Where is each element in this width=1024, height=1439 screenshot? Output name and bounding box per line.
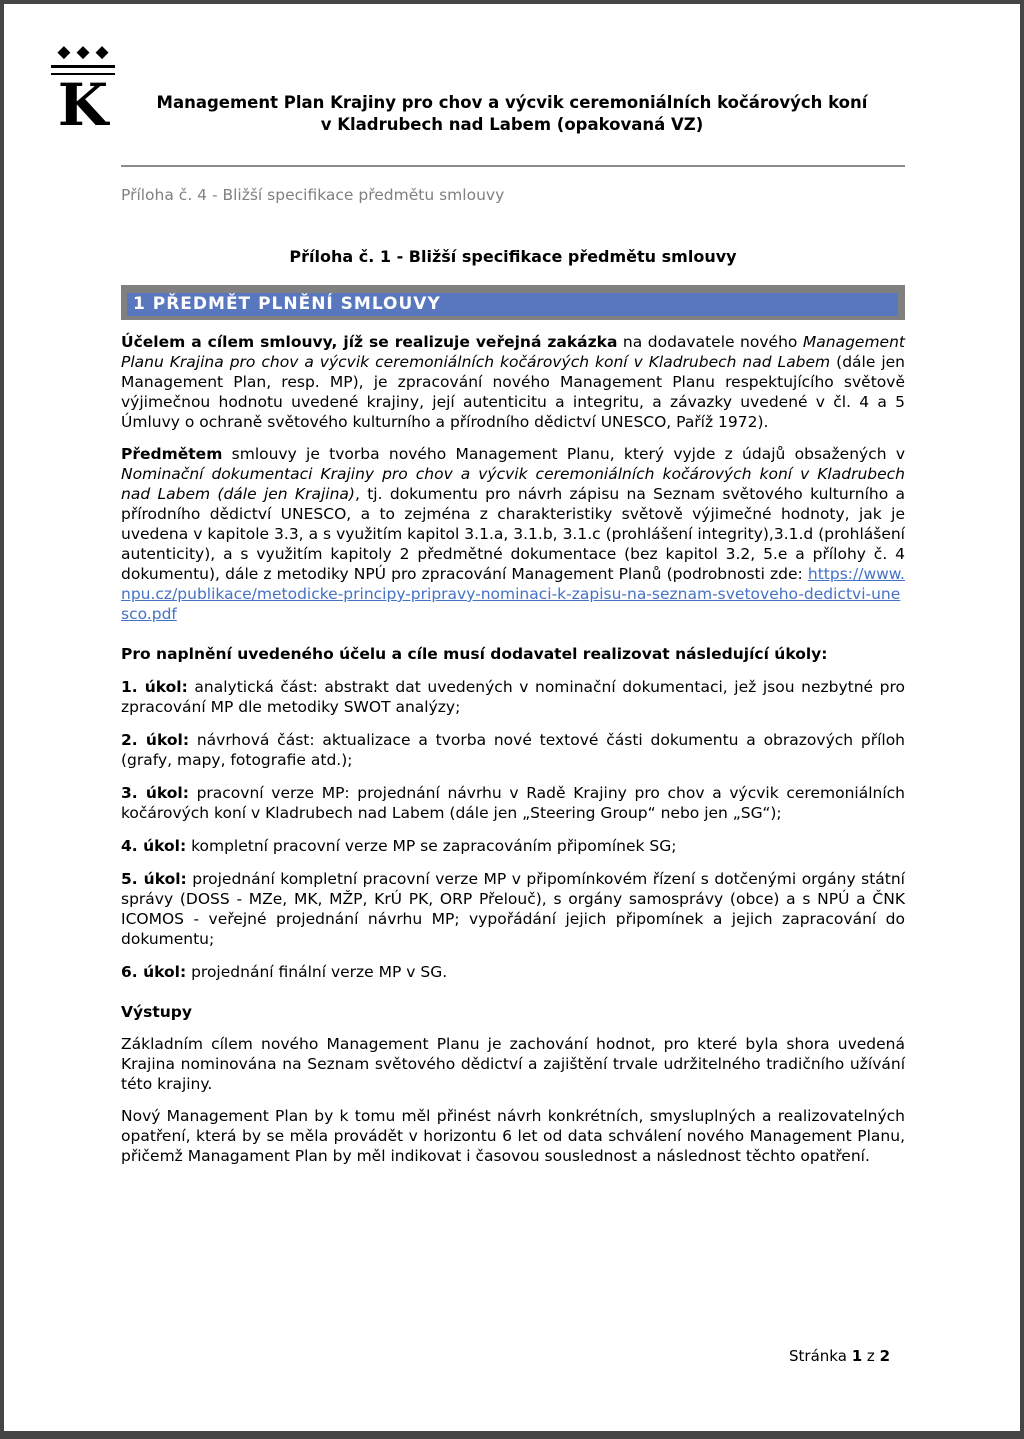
text-run: Nominační dokumentaci Krajiny pro chov a výcvik ceremoniálních kočárových koní v Kladrubech nad Labem (dále jen Krajina) [121, 465, 905, 503]
purpose-paragraph [121, 332, 905, 432]
task-item-2 [121, 730, 905, 770]
text-run: 3. úkol: [121, 784, 189, 802]
page-footer [789, 1347, 890, 1365]
task-item-4 [121, 836, 905, 856]
text-run: (dále jen Management Plan, resp. MP), je zpracování nového Management Planu respektujícího světově výjimečnou hodnotu uvedené krajiny, její autenticitu a integritu, a závazky uvedené v čl. 4 a 5 Úmluvy o ochraně světového kulturního a přírodního dědictví UNESCO, Paříž 1972). [121, 353, 906, 431]
task-item-5 [121, 869, 905, 949]
task-item-6 [121, 962, 905, 982]
text-run: 5. úkol: [121, 870, 187, 888]
attachment-heading: Příloha č. 1 - Bližší specifikace předmětu smlouvy [289, 247, 737, 266]
outputs-heading: Výstupy [121, 1003, 192, 1021]
header-divider [121, 165, 905, 167]
footer-page-number: 1 [851, 1347, 863, 1365]
text-run: kompletní pracovní verze MP se zapracováním připomínek SG; [186, 837, 677, 855]
logo-k-letter: K [57, 71, 109, 139]
kladruby-logo [50, 42, 116, 139]
outputs-paragraph-2: Nový Management Plan by k tomu měl přinést návrh konkrétních, smysluplných a realizovatelných opatření, která by se měla provádět v horizontu 6 let od data schválení nového Management Planu, přičemž Managament Plan by měl indikovat i časovou souslednost a následnost těchto opatření. [121, 1107, 905, 1165]
document-title-line1: Management Plan Krajiny pro chov a výcvik ceremoniálních kočárových koní [156, 93, 868, 112]
task-item-3 [121, 783, 905, 823]
outputs-paragraph-1: Základním cílem nového Management Planu je zachování hodnot, pro které byla shora uvedená Krajina nominována na Seznam světového dědictví a zajištění trvale udržitelného tradičního užívání této krajiny. [121, 1035, 905, 1093]
subject-paragraph [121, 444, 905, 624]
section-header: 1 PŘEDMĚT PLNĚNÍ SMLOUVY [127, 293, 898, 316]
logo-diamonds-icon: ◆◆◆ [57, 42, 115, 62]
text-run: Management Planu Krajina pro chov a výcvik ceremoniálních kočárových koní v Kladrubech nad Labem [121, 333, 905, 371]
document-title-line2: v Kladrubech nad Labem (opakovaná VZ) [320, 115, 704, 134]
text-run: projednání kompletní pracovní verze MP v připomínkovém řízení s dotčenými orgány státní správy (DOSS - MZe, MK, MŽP, KrÚ PK, ORP Přelouč), s orgány samosprávy (obce) a s NPÚ a ČNK ICOMOS - veřejné projednání návrhu MP; vypořádání jejich připomínek a jejich zapracování do dokumentu; [121, 870, 905, 948]
text-run: pracovní verze MP: projednání návrhu v Radě Krajiny pro chov a výcvik ceremoniálních kočárových koní v Kladrubech nad Labem (dále jen „Steering Group“ nebo jen „SG“); [121, 784, 905, 822]
text-run: smlouvy je tvorba nového Management Planu, který vyjde z údajů obsažených v [222, 445, 905, 463]
text-run: návrhová část: aktualizace a tvorba nové textové části dokumentu a obrazových příloh (grafy, mapy, fotografie atd.); [121, 731, 906, 769]
text-run: 1. úkol: [121, 678, 188, 696]
footer-label: Stránka [789, 1347, 847, 1365]
footer-total-pages: 2 [879, 1347, 890, 1365]
text-run: Účelem a cílem smlouvy, jíž se realizuje veřejná zakázka [121, 333, 618, 351]
text-run: , tj. dokumentu pro návrh zápisu na Seznam světového kulturního a přírodního dědictví UNESCO, a to zejména z charakteristiky světově výjimečné hodnoty, jak je uvedena v kapitole 3.3, a s využitím kapitol 3.1.a, 3.1.b, 3.1.c (prohlášení integrity),3.1.d (prohlášení autenticity), a s využitím kapitoly 2 předmětné dokumentace (bez kapitol 3.2, 5.e a přílohy č. 4 dokumentu), dále z metodiky NPÚ pro zpracování Management Planů (podrobnosti zde: [121, 485, 905, 583]
text-run: analytická část: abstrakt dat uvedených v nominační dokumentaci, jež jsou nezbytné pro zpracování MP dle metodiky SWOT analýzy; [121, 678, 906, 716]
text-run: na dodavatele nového [617, 333, 803, 351]
text-run: 2. úkol: [121, 731, 190, 749]
text-run: 4. úkol: [121, 837, 187, 855]
document-page [4, 4, 1020, 1431]
task-item-1 [121, 677, 905, 717]
text-run: projednání finální verze MP v SG. [186, 963, 448, 981]
footer-separator: z [866, 1347, 875, 1365]
document-content [4, 185, 1020, 1166]
tasks-intro-heading: Pro naplnění uvedeného účelu a cíle musí dodavatel realizovat následující úkoly: [121, 645, 828, 663]
text-run: 6. úkol: [121, 963, 187, 981]
attachment-subtitle: Příloha č. 4 - Bližší specifikace předmětu smlouvy [121, 186, 505, 204]
document-title [4, 4, 1020, 139]
npu-methodology-link[interactable]: https://www.npu.cz/publikace/metodicke-principy-pripravy-nominaci-k-zapisu-na-seznam-svetoveho-dedictvi-unesco.pdf [121, 565, 905, 623]
text-run: Předmětem [121, 445, 223, 463]
section-header-frame [121, 285, 905, 320]
